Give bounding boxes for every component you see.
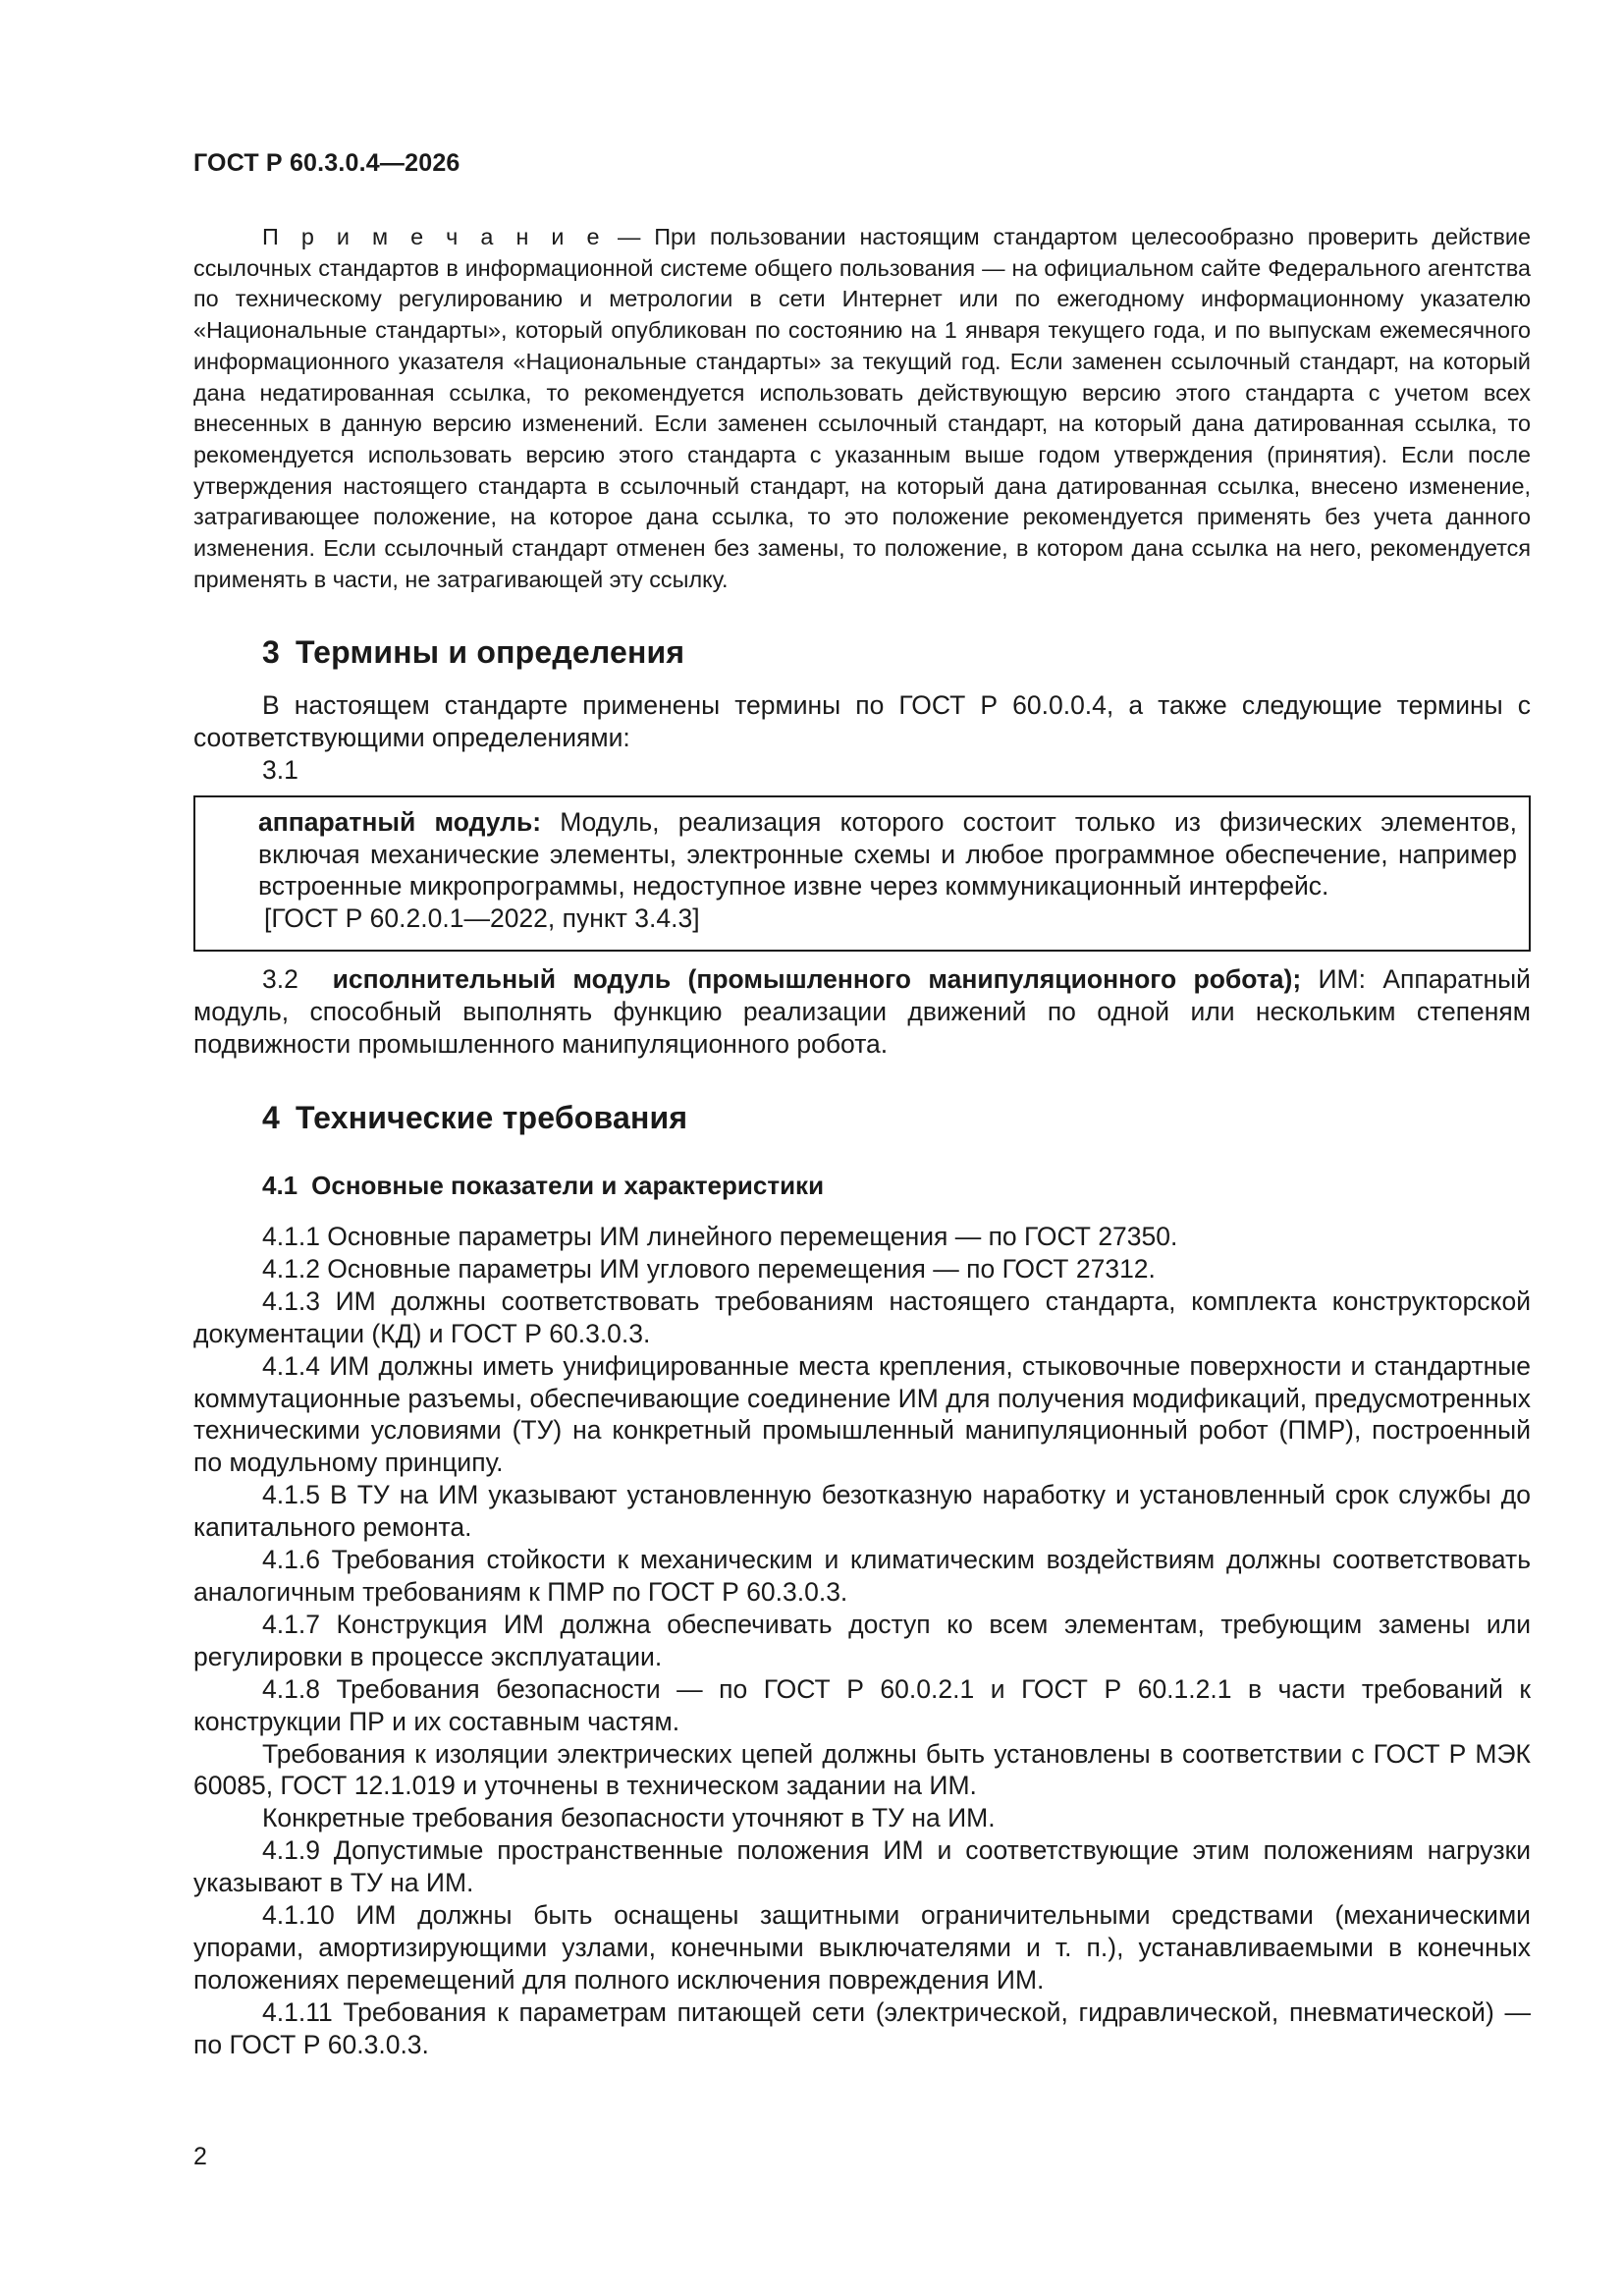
item-3-2-number: 3.2 [262, 964, 298, 994]
paragraph-4-1-7: 4.1.7 Конструкция ИМ должна обеспечивать доступ ко всем элементам, требующим замены или регулировки в процессе эксплуатации. [193, 1609, 1531, 1671]
term-1-definition: Модуль, реализация которого состоит только из физических элементов, включая механические элементы, электронные схемы и любое программное обеспечение, например встроенные микропрограммы, недоступное извне через коммуникационный интерфейс. [258, 807, 1517, 901]
page-number: 2 [193, 2143, 207, 2170]
section-3-intro-block [193, 689, 1531, 787]
note-paragraph [193, 222, 1531, 595]
term-definition-box [193, 795, 1531, 952]
paragraph-4-1-8: 4.1.8 Требования безопасности — по ГОСТ Р 60.0.2.1 и ГОСТ Р 60.1.2.1 в части требований к конструкции ПР и их составным частям. [193, 1673, 1531, 1736]
paragraph-4-1-6: 4.1.6 Требования стойкости к механическим и климатическим воздействиям должны соответствовать аналогичным требованиям к ПМР по ГОСТ Р 60.3.0.3. [193, 1545, 1531, 1607]
section-4-body [193, 1221, 1531, 2061]
item-3-1-number: 3.1 [262, 754, 298, 785]
paragraph-4-1-10: 4.1.10 ИМ должны быть оснащены защитными ограничительными средствами (механическими упорами, амортизирующими узлами, конечными выключателями и т. п.), устанавливаемыми в конечных положениях перемещений для полного исключения повреждения ИМ. [193, 1900, 1531, 1995]
paragraph-safety-specifics: Конкретные требования безопасности уточняют в ТУ на ИМ. [262, 1803, 996, 1833]
section-3-number: 3 [262, 634, 280, 670]
paragraph-4-1-4: 4.1.4 ИМ должны иметь унифицированные места крепления, стыковочные поверхности и стандартные коммутационные разъемы, обеспечивающие соединение ИМ для получения модификаций, предусмотренных техническими условиями (ТУ) на конкретный промышленный манипуляционный робот (ПМР), построенный по модульному принципу. [193, 1350, 1531, 1478]
section-4-title: Технические требования [296, 1100, 688, 1135]
section-3-heading [262, 634, 684, 671]
term-2-name: исполнительный модуль (промышленного манипуляционного робота); [332, 964, 1302, 994]
paragraph-insulation: Требования к изоляции электрических цепей должны быть установлены в соответствии с ГОСТ Р МЭК 60085, ГОСТ 12.1.019 и уточнены в техническом задании на ИМ. [193, 1738, 1531, 1801]
section-4-heading [262, 1100, 687, 1136]
paragraph-4-1-3: 4.1.3 ИМ должны соответствовать требованиям настоящего стандарта, комплекта конструкторской документации (КД) и ГОСТ Р 60.3.0.3. [193, 1285, 1531, 1348]
paragraph-4-1-2: 4.1.2 Основные параметры ИМ углового перемещения — по ГОСТ 27312. [262, 1253, 1156, 1284]
term-1-source: [ГОСТ Р 60.2.0.1—2022, пункт 3.4.3] [264, 902, 700, 933]
note-text: — При пользовании настоящим стандартом целесообразно проверить действие ссылочных стандартов в информационной системе общего пользования — на официальном сайте Федерального агентства по техническому регулированию и метрологии в сети Интернет или по ежегодному информационному указателю «Национальные стандарты», который опубликован по состоянию на 1 января текущего года, и по выпускам ежемесячного информационного указателя «Национальные стандарты» за текущий год. Если заменен ссылочный стандарт, на который дана недатированная ссылка, то рекомендуется использовать действующую версию этого стандарта с учетом всех внесенных в данную версию изменений. Если заменен ссылочный стандарт, на который дана датированная ссылка, то рекомендуется использовать версию этого стандарта с указанным выше годом утверждения (принятия). Если после утверждения настоящего стандарта в ссылочный стандарт, на который дана датированная ссылка, внесено изменение, затрагивающее положение, на которое дана ссылка, то это положение рекомендуется применять без учета данного изменения. Если ссылочный стандарт отменен без замены, то положение, в котором дана ссылка на него, рекомендуется применять в части, не затрагивающей эту ссылку. [193, 224, 1531, 592]
subsection-4-1-heading [262, 1171, 824, 1201]
term-1-name: аппаратный модуль: [258, 807, 542, 837]
paragraph-4-1-11: 4.1.11 Требования к параметрам питающей сети (электрической, гидравлической, пневматической) — по ГОСТ Р 60.3.0.3. [193, 1996, 1531, 2059]
document-code: ГОСТ Р 60.3.0.4—2026 [193, 149, 460, 177]
section-3-intro: В настоящем стандарте применены термины по ГОСТ Р 60.0.0.4, а также следующие термины с соответствующими определениями: [193, 690, 1531, 752]
section-3-title: Термины и определения [296, 634, 685, 670]
paragraph-4-1-1: 4.1.1 Основные параметры ИМ линейного перемещения — по ГОСТ 27350. [262, 1222, 1178, 1251]
subsection-4-1-title: Основные показатели и характеристики [311, 1171, 825, 1200]
item-3-2 [193, 963, 1531, 1061]
section-4-number: 4 [262, 1100, 280, 1135]
note-label: П р и м е ч а н и е [262, 224, 605, 249]
subsection-4-1-number: 4.1 [262, 1171, 298, 1200]
paragraph-4-1-5: 4.1.5 В ТУ на ИМ указывают установленную безотказную наработку и установленный срок службы до капитального ремонта. [193, 1480, 1531, 1543]
term-2-definition: ИМ: Аппаратный модуль, способный выполнять функцию реализации движений по одной или нескольким степеням подвижности промышленного манипуляционного робота. [193, 964, 1531, 1059]
paragraph-4-1-9: 4.1.9 Допустимые пространственные положения ИМ и соответствующие этим положениям нагрузки указывают в ТУ на ИМ. [193, 1835, 1531, 1898]
